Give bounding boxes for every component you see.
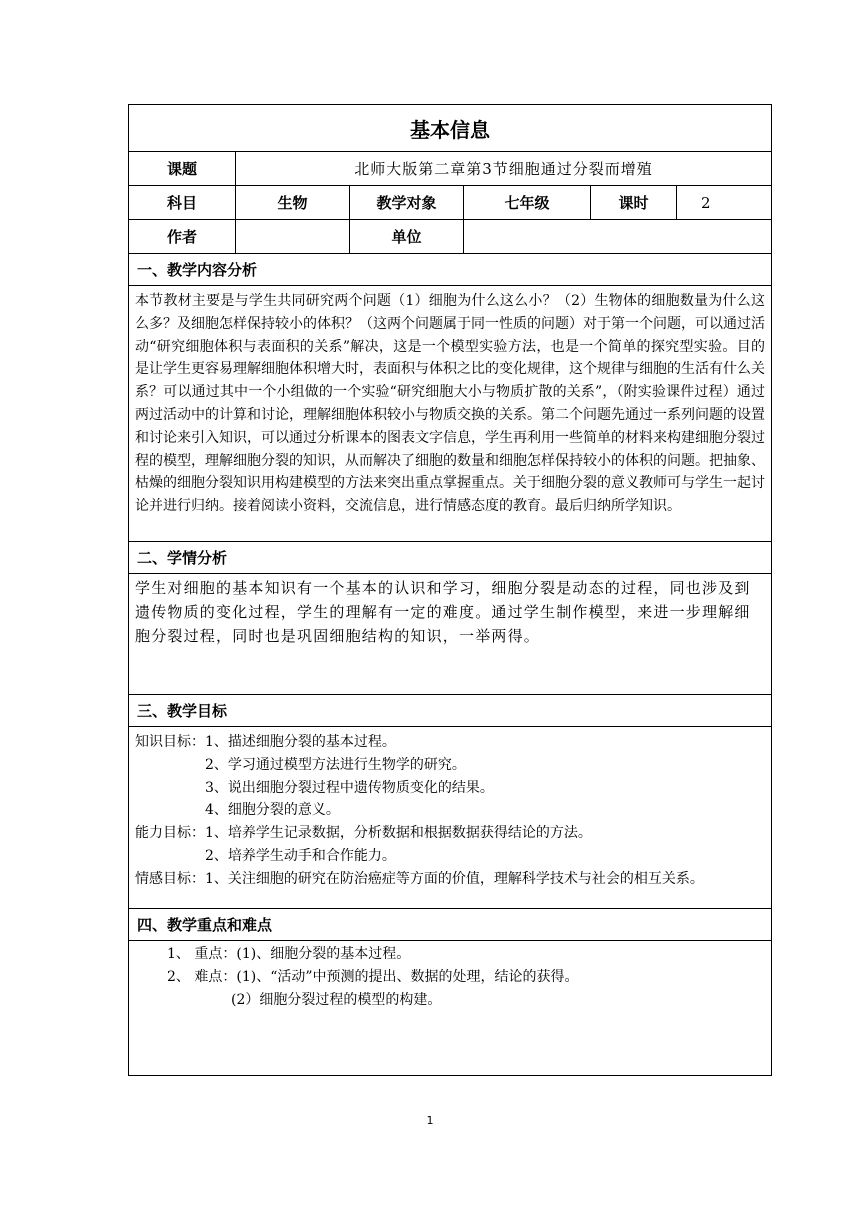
objective-text: 3、说出细胞分裂过程中遗传物质变化的结果。 — [205, 779, 494, 796]
audience-label: 教学对象 — [350, 186, 464, 220]
audience-value: 七年级 — [464, 186, 591, 220]
student-analysis-heading: 二、学情分析 — [129, 542, 772, 574]
objective-text: 2、培养学生动手和合作能力。 — [205, 847, 396, 864]
key-points-body — [129, 941, 772, 1076]
unit-value — [464, 220, 772, 254]
objective-line — [135, 799, 765, 822]
hours-label: 课时 — [591, 186, 677, 220]
objective-prefix: 知识目标： — [135, 734, 205, 750]
hours-value: 2 — [677, 186, 772, 220]
lesson-info-table — [128, 104, 772, 1076]
objective-line — [135, 822, 765, 845]
objective-prefix: 能力目标： — [135, 825, 205, 842]
key-point-line: 2、 难点：(1)、“活动”中预测的提出、数据的处理，结论的获得。 — [167, 968, 579, 985]
objective-text: 1、关注细胞的研究在防治癌症等方面的价值，理解科学技术与社会的相互关系。 — [205, 870, 704, 887]
student-analysis-text: 学生对细胞的基本知识有一个基本的认识和学习，细胞分裂是动态的过程，同也涉及到遗传物质的变化过程，学生的理解有一定的难度。通过学生制作模型，来进一步理解细胞分裂过程，同时也是巩固细胞结构的知识，一举两得。 — [129, 574, 772, 695]
objective-line — [135, 754, 765, 777]
objective-text: 2、学习通过模型方法进行生物学的研究。 — [205, 756, 466, 773]
objective-line — [135, 731, 765, 754]
subject-label: 科目 — [129, 186, 236, 220]
objective-text: 4、细胞分裂的意义。 — [205, 802, 340, 819]
content-analysis-text: 本节教材主要是与学生共同研究两个问题（1）细胞为什么这么小？（2）生物体的细胞数量为什么这么多？及细胞怎样保持较小的体积？（这两个问题属于同一性质的问题）对于第一个问题，可以通过活动“研究细胞体积与表面积的关系”解决，这是一个模型实验方法，也是一个简单的探究型实验。目的是让学生更容易理解细胞体积增大时，表面积与体积之比的变化规律，这个规律与细胞的生活有什么关系？可以通过其中一个小组做的一个实验“研究细胞大小与物质扩散的关系”，（附实验课件过程）通过两过活动中的计算和讨论，理解细胞体积较小与物质交换的关系。第二个问题先通过一系列问题的设置和讨论来引入知识，可以通过分析课本的图表文字信息，学生再利用一些简单的材料来构建细胞分裂过程的模型，理解细胞分裂的知识，从而解决了细胞的数量和细胞怎样保持较小的体积的问题。把抽象、枯燥的细胞分裂知识用构建模型的方法来突出重点掌握重点。关于细胞分裂的意义教师可与学生一起讨论并进行归纳。接着阅读小资料，交流信息，进行情感态度的教育。最后归纳所学知识。 — [129, 286, 772, 542]
unit-label: 单位 — [350, 220, 464, 254]
subject-value: 生物 — [236, 186, 350, 220]
objectives-body — [129, 727, 772, 909]
key-point-line: 1、 重点：(1)、细胞分裂的基本过程。 — [167, 946, 411, 962]
key-points-heading: 四、教学重点和难点 — [129, 909, 772, 941]
objective-line — [135, 845, 765, 868]
objective-text: 1、培养学生记录数据，分析数据和根据数据获得结论的方法。 — [205, 825, 592, 842]
author-value — [236, 220, 350, 254]
table-title: 基本信息 — [129, 105, 772, 152]
content-analysis-heading: 一、教学内容分析 — [129, 254, 772, 286]
objective-line — [135, 777, 765, 800]
topic-value: 北师大版第二章第3节细胞通过分裂而增殖 — [236, 152, 772, 186]
author-label: 作者 — [129, 220, 236, 254]
objectives-heading: 三、教学目标 — [129, 695, 772, 727]
objective-text: 1、描述细胞分裂的基本过程。 — [205, 734, 396, 750]
key-point-line: (2）细胞分裂过程的模型的构建。 — [231, 991, 442, 1008]
page-number: 1 — [426, 1114, 434, 1127]
objective-line — [135, 868, 765, 891]
objective-prefix: 情感目标： — [135, 870, 205, 887]
topic-label: 课题 — [129, 152, 236, 186]
